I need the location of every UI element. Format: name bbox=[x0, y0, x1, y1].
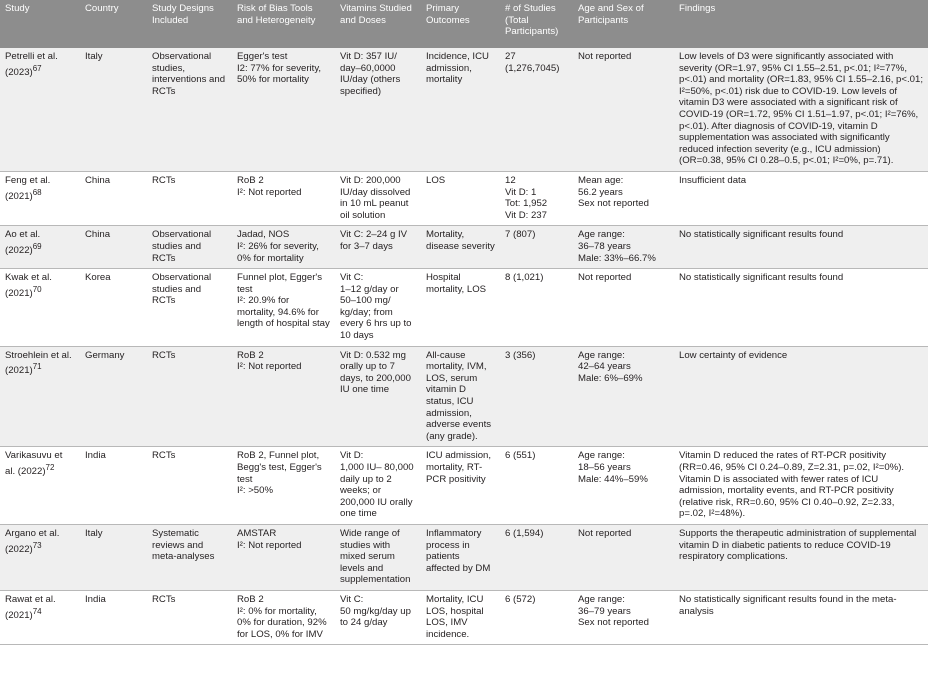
risk-of-bias-cell bbox=[232, 346, 335, 447]
table-row bbox=[0, 171, 928, 225]
vitamins-text: Vit C: 50 mg/kg/day up to 24 g/day bbox=[340, 593, 411, 629]
reference-number: 67 bbox=[32, 63, 42, 73]
findings-text: No statistically significant results found bbox=[679, 272, 844, 284]
country-cell bbox=[80, 590, 147, 644]
vitamins-cell bbox=[335, 447, 421, 525]
outcomes-text: Mortality, disease severity bbox=[426, 229, 495, 252]
study-design-text: RCTs bbox=[152, 450, 176, 462]
outcomes-cell bbox=[421, 269, 500, 347]
study-name: Petrelli et al. (2023) bbox=[5, 51, 58, 78]
number-of-studies-text: 7 (807) bbox=[505, 229, 536, 241]
country-cell bbox=[80, 226, 147, 269]
risk-of-bias-cell bbox=[232, 524, 335, 590]
study-cell bbox=[0, 524, 80, 590]
study-design-cell bbox=[147, 590, 232, 644]
table-row bbox=[0, 269, 928, 347]
number-of-studies-cell bbox=[500, 590, 573, 644]
header-age-sex: Age and Sex of Participants bbox=[573, 0, 674, 48]
age-sex-cell bbox=[573, 524, 674, 590]
number-of-studies-text: 12 Vit D: 1 Tot: 1,952 Vit D: 237 bbox=[505, 174, 548, 221]
number-of-studies-text: 8 (1,021) bbox=[505, 272, 544, 284]
outcomes-text: ICU admission, mortality, RT-PCR positivity bbox=[426, 450, 492, 485]
number-of-studies-cell bbox=[500, 226, 573, 269]
country-text: Italy bbox=[85, 51, 103, 62]
study-design-cell bbox=[147, 447, 232, 525]
study-design-cell bbox=[147, 524, 232, 590]
study-cell bbox=[0, 171, 80, 225]
country-text: China bbox=[85, 174, 111, 186]
findings-text: No statistically significant results found in the meta-analysis bbox=[679, 593, 897, 617]
study-cell bbox=[0, 226, 80, 269]
study-name: Ao et al. (2022) bbox=[5, 229, 41, 257]
reference-number: 71 bbox=[32, 362, 42, 372]
risk-of-bias-cell bbox=[232, 171, 335, 225]
country-cell bbox=[80, 171, 147, 225]
findings-cell bbox=[674, 590, 928, 644]
table-row bbox=[0, 447, 928, 525]
outcomes-text: LOS bbox=[426, 174, 446, 186]
findings-cell bbox=[674, 171, 928, 225]
age-sex-text: Not reported bbox=[578, 272, 632, 284]
outcomes-text: Incidence, ICU admission, mortality bbox=[426, 51, 489, 86]
header-number-of-studies: # of Studies (Total Participants) bbox=[500, 0, 573, 48]
study-name: Rawat et al. (2021) bbox=[5, 593, 56, 621]
age-sex-text: Age range: 36–78 years Male: 33%–66.7% bbox=[578, 229, 656, 264]
findings-cell bbox=[674, 226, 928, 269]
findings-text: Insufficient data bbox=[679, 174, 747, 186]
findings-cell bbox=[674, 269, 928, 347]
study-name: Kwak et al. (2021) bbox=[5, 272, 52, 299]
study-cell bbox=[0, 48, 80, 171]
number-of-studies-text: 27 (1,276,7045) bbox=[505, 51, 560, 74]
study-design-text: RCTs bbox=[152, 349, 176, 361]
vitamins-text: Wide range of studies with mixed serum levels and supplementation bbox=[340, 527, 411, 586]
number-of-studies-text: 6 (1,594) bbox=[505, 527, 544, 539]
study-design-text: Systematic reviews and meta-analyses bbox=[152, 527, 215, 563]
number-of-studies-text: 6 (572) bbox=[505, 593, 536, 605]
findings-text: No statistically significant results found bbox=[679, 229, 844, 241]
findings-text: Vitamin D reduced the rates of RT-PCR positivity (RR=0.46, 95% CI 0.24–0.89, Z=2.31, p=.02, I²=0%). Vitamin D is associated with fewer rates of ICU admission, mortality events, and RT-PCR positivity (relative risk, RR=0.60, 95% CI 0.40–0.92, Z=2.33, p=.02, I²=48%). bbox=[679, 450, 905, 520]
country-cell bbox=[80, 524, 147, 590]
age-sex-text: Mean age: 56.2 years Sex not reported bbox=[578, 174, 649, 210]
vitamins-text: Vit D: 1,000 IU– 80,000 daily up to 2 weeks; or 200,000 IU orally one time bbox=[340, 450, 414, 520]
age-sex-text: Age range: 18–56 years Male: 44%–59% bbox=[578, 450, 648, 485]
study-design-cell bbox=[147, 226, 232, 269]
study-cell bbox=[0, 590, 80, 644]
risk-of-bias-cell bbox=[232, 48, 335, 171]
header-country: Country bbox=[80, 0, 147, 48]
findings-text: Low levels of D3 were significantly associated with severity (OR=1.97, 95% CI 1.55–2.51, p<.01; I²=77%, p<.01) and mortality (OR=1.83, 95% CI 1.55–2.16, p<.01; I²=50%, p<.01) risk due to COVID-19. Low levels of vitamin D3 were associated with a significant risk of COVID-19 (OR=1.72, 95% CI 1.51–1.97, p<.01; I²=76%, p<.01). After diagnosis of COVID-19, vitamin D supplementation was associated with significantly reduced infection severity (e.g., ICU admission) (OR=0.38, 95% CI 0.28–0.5, p<.01; I²=0%, p=.71). bbox=[679, 51, 923, 167]
country-text: China bbox=[85, 229, 111, 241]
study-design-text: Observational studies, interventions and RCTs bbox=[152, 51, 226, 97]
country-text: Italy bbox=[85, 527, 103, 539]
vitamins-cell bbox=[335, 171, 421, 225]
reference-number: 73 bbox=[32, 540, 42, 550]
country-cell bbox=[80, 48, 147, 171]
header-study-designs: Study Designs Included bbox=[147, 0, 232, 48]
country-text: India bbox=[85, 450, 106, 462]
outcomes-cell bbox=[421, 226, 500, 269]
study-design-cell bbox=[147, 346, 232, 447]
vitamins-cell bbox=[335, 590, 421, 644]
study-cell bbox=[0, 447, 80, 525]
number-of-studies-cell bbox=[500, 447, 573, 525]
reference-number: 69 bbox=[32, 241, 42, 251]
study-design-text: RCTs bbox=[152, 174, 176, 186]
study-cell bbox=[0, 269, 80, 347]
study-name: Stroehlein et al. (2021) bbox=[5, 349, 72, 377]
reference-number: 74 bbox=[32, 606, 42, 616]
outcomes-cell bbox=[421, 447, 500, 525]
number-of-studies-cell bbox=[500, 346, 573, 447]
reference-number: 70 bbox=[32, 284, 42, 294]
age-sex-text: Age range: 42–64 years Male: 6%–69% bbox=[578, 349, 643, 384]
number-of-studies-text: 3 (356) bbox=[505, 349, 536, 361]
age-sex-cell bbox=[573, 48, 674, 171]
risk-of-bias-cell bbox=[232, 590, 335, 644]
study-name: Argano et al. (2022) bbox=[5, 527, 60, 555]
age-sex-cell bbox=[573, 346, 674, 447]
risk-of-bias-text: RoB 2 I²: 0% for mortality, 0% for duration, 92% for LOS, 0% for IMV bbox=[237, 593, 327, 640]
vitamins-text: Vit D: 200,000 IU/day dissolved in 10 mL peanut oil solution bbox=[340, 174, 411, 221]
age-sex-cell bbox=[573, 171, 674, 225]
age-sex-text: Not reported bbox=[578, 51, 632, 62]
age-sex-cell bbox=[573, 447, 674, 525]
study-design-cell bbox=[147, 171, 232, 225]
risk-of-bias-text: Jadad, NOS I²: 26% for severity, 0% for mortality bbox=[237, 229, 319, 264]
risk-of-bias-cell bbox=[232, 269, 335, 347]
vitamins-text: Vit C: 2–24 g IV for 3–7 days bbox=[340, 229, 408, 252]
age-sex-text: Not reported bbox=[578, 527, 632, 539]
number-of-studies-cell bbox=[500, 524, 573, 590]
vitamins-cell bbox=[335, 524, 421, 590]
table-row bbox=[0, 524, 928, 590]
risk-of-bias-text: AMSTAR I²: Not reported bbox=[237, 527, 302, 551]
age-sex-cell bbox=[573, 226, 674, 269]
outcomes-text: Hospital mortality, LOS bbox=[426, 272, 487, 295]
vitamins-cell bbox=[335, 226, 421, 269]
number-of-studies-cell bbox=[500, 171, 573, 225]
country-cell bbox=[80, 269, 147, 347]
study-design-cell bbox=[147, 269, 232, 347]
study-design-text: RCTs bbox=[152, 593, 176, 605]
findings-cell bbox=[674, 524, 928, 590]
header-risk-of-bias: Risk of Bias Tools and Heterogeneity bbox=[232, 0, 335, 48]
outcomes-text: Inflammatory process in patients affected by DM bbox=[426, 527, 491, 574]
risk-of-bias-text: RoB 2 I²: Not reported bbox=[237, 174, 302, 198]
table-row bbox=[0, 48, 928, 171]
outcomes-text: All-cause mortality, IVM, LOS, serum vitamin D status, ICU admission, adverse events (any grade). bbox=[426, 349, 492, 442]
outcomes-text: Mortality, ICU LOS, hospital LOS, IMV incidence. bbox=[426, 593, 484, 640]
country-cell bbox=[80, 447, 147, 525]
country-text: Germany bbox=[85, 349, 125, 361]
reference-number: 68 bbox=[32, 187, 42, 197]
header-vitamins: Vitamins Studied and Doses bbox=[335, 0, 421, 48]
findings-cell bbox=[674, 346, 928, 447]
age-sex-cell bbox=[573, 590, 674, 644]
study-design-text: Observational studies and RCTs bbox=[152, 272, 212, 307]
country-cell bbox=[80, 346, 147, 447]
risk-of-bias-text: RoB 2, Funnel plot, Begg's test, Egger's test I²: >50% bbox=[237, 450, 322, 497]
country-text: Korea bbox=[85, 272, 111, 284]
risk-of-bias-text: Funnel plot, Egger's test I²: 20.9% for mortality, 94.6% for length of hospital stay bbox=[237, 272, 330, 330]
header-study: Study bbox=[0, 0, 80, 48]
outcomes-cell bbox=[421, 48, 500, 171]
country-text: India bbox=[85, 593, 106, 605]
outcomes-cell bbox=[421, 346, 500, 447]
number-of-studies-text: 6 (551) bbox=[505, 450, 536, 462]
study-design-cell bbox=[147, 48, 232, 171]
outcomes-cell bbox=[421, 171, 500, 225]
age-sex-text: Age range: 36–79 years Sex not reported bbox=[578, 593, 649, 629]
risk-of-bias-cell bbox=[232, 226, 335, 269]
findings-text: Supports the therapeutic administration of supplemental vitamin D in diabetic patients to reduce COVID-19 respiratory complications. bbox=[679, 527, 917, 563]
vitamins-text: Vit C: 1–12 g/day or 50–100 mg/ kg/day; from every 6 hrs up to 10 days bbox=[340, 272, 412, 342]
number-of-studies-cell bbox=[500, 269, 573, 347]
header-primary-outcomes: Primary Outcomes bbox=[421, 0, 500, 48]
study-cell bbox=[0, 346, 80, 447]
study-name: Feng et al. (2021) bbox=[5, 174, 51, 202]
vitamins-cell bbox=[335, 269, 421, 347]
table-row bbox=[0, 346, 928, 447]
risk-of-bias-text: Egger's test I2: 77% for severity, 50% for mortality bbox=[237, 51, 322, 86]
number-of-studies-cell bbox=[500, 48, 573, 171]
outcomes-cell bbox=[421, 524, 500, 590]
vitamins-cell bbox=[335, 48, 421, 171]
risk-of-bias-cell bbox=[232, 447, 335, 525]
findings-cell bbox=[674, 447, 928, 525]
outcomes-cell bbox=[421, 590, 500, 644]
table-row bbox=[0, 226, 928, 269]
table-row bbox=[0, 590, 928, 644]
vitamins-text: Vit D: 0.532 mg orally up to 7 days, to 200,000 IU one time bbox=[340, 349, 411, 396]
vitamins-cell bbox=[335, 346, 421, 447]
risk-of-bias-text: RoB 2 I²: Not reported bbox=[237, 349, 302, 373]
vitamins-text: Vit D: 357 IU/ day–60,0000 IU/day (others specified) bbox=[340, 51, 401, 97]
age-sex-cell bbox=[573, 269, 674, 347]
study-name: Varikasuvu et al. (2022) bbox=[5, 450, 63, 478]
findings-cell bbox=[674, 48, 928, 171]
reference-number: 72 bbox=[45, 463, 55, 472]
header-row bbox=[0, 0, 928, 48]
findings-text: Low certainty of evidence bbox=[679, 349, 788, 361]
header-findings: Findings bbox=[674, 0, 928, 48]
study-design-text: Observational studies and RCTs bbox=[152, 229, 212, 264]
